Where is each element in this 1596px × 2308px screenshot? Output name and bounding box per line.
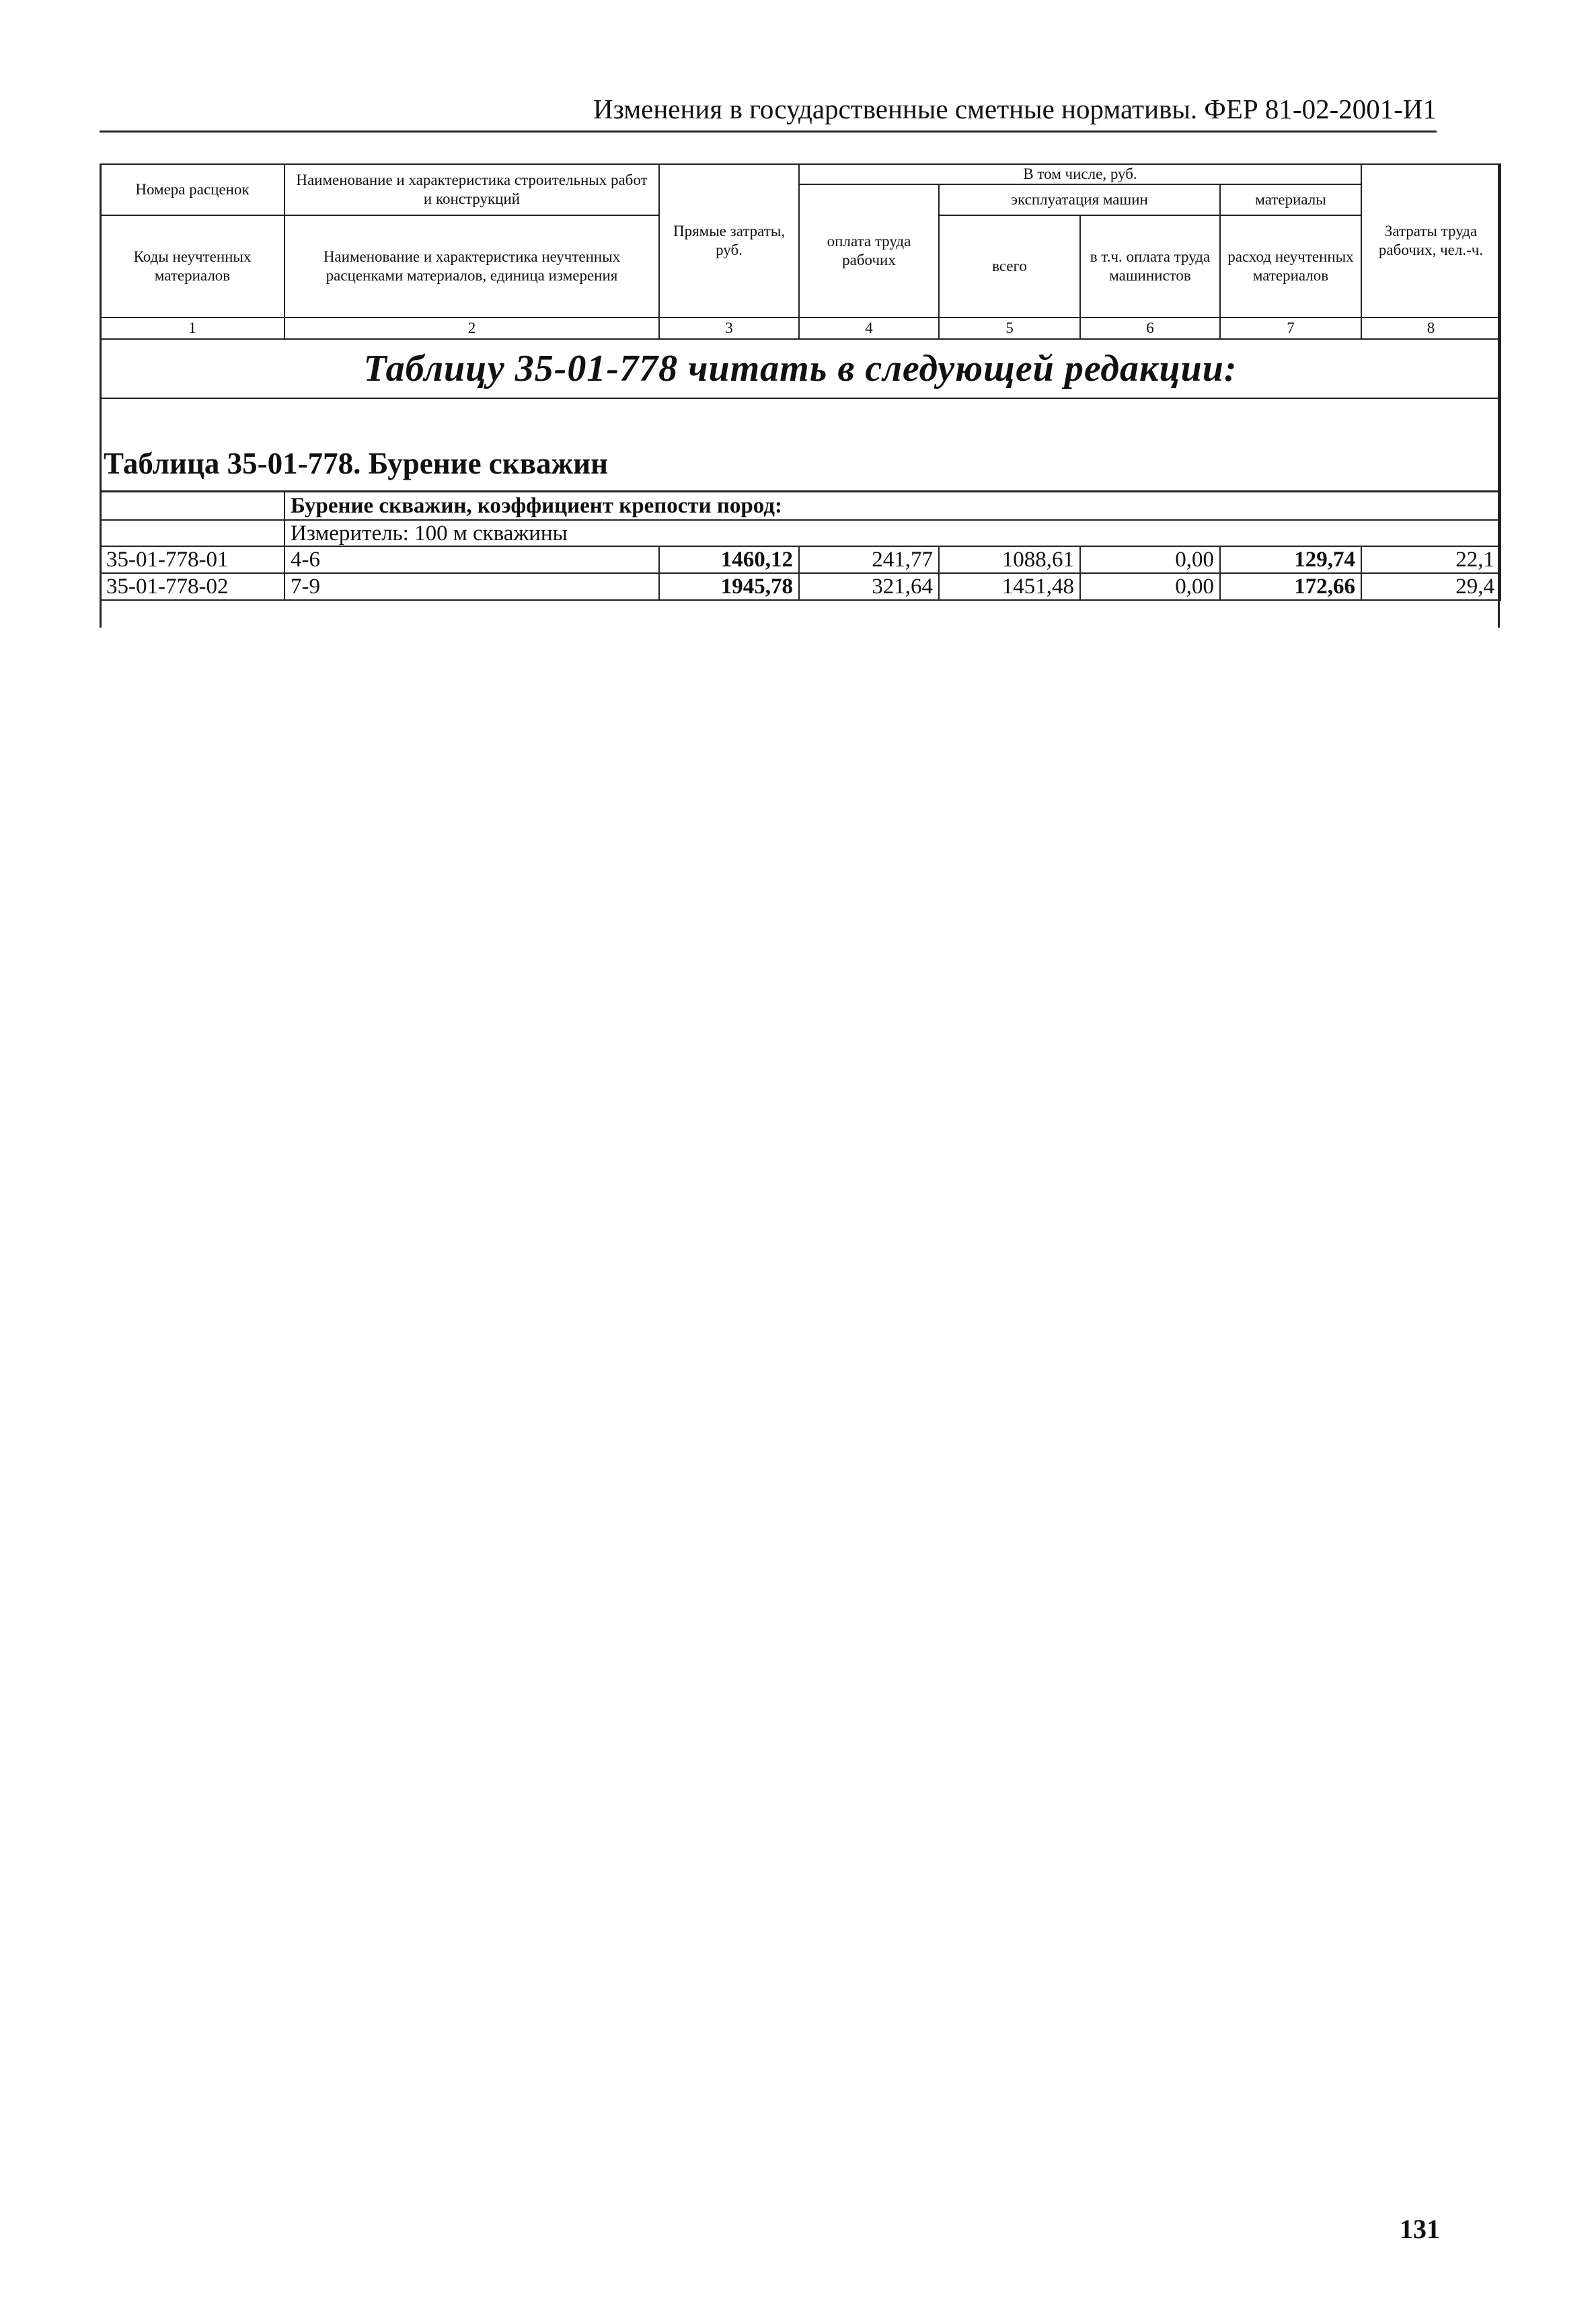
materials-value: 172,66 (1220, 573, 1361, 600)
machines-total-value: 1451,48 (939, 573, 1080, 600)
column-number: 8 (1361, 318, 1500, 339)
direct-costs-value: 1945,78 (659, 573, 799, 600)
column-number: 2 (284, 318, 659, 339)
table-title: Таблица 35-01-778. Бурение скважин (100, 398, 1500, 492)
rate-name: 7-9 (284, 573, 659, 600)
header-direct-costs: Прямые затраты, руб. (659, 164, 799, 318)
column-numbers-row (100, 318, 1500, 339)
header-material-codes: Коды неучтенных материалов (100, 215, 284, 318)
rate-name: 4-6 (284, 546, 659, 573)
header-machinists-pay: в т.ч. оплата труда машинистов (1080, 215, 1220, 318)
header-including: В том числе, руб. (799, 164, 1361, 184)
labor-pay-value: 321,64 (799, 573, 939, 600)
running-header: Изменения в государственные сметные нормативы. ФЕР 81-02-2001-И1 (100, 93, 1437, 133)
header-machines-total: всего (939, 215, 1080, 318)
direct-costs-value: 1460,12 (659, 546, 799, 573)
rate-code: 35-01-778-02 (100, 573, 284, 600)
column-number: 7 (1220, 318, 1361, 339)
column-number: 6 (1080, 318, 1220, 339)
header-materials: материалы (1220, 184, 1361, 215)
redaction-notice: Таблицу 35-01-778 читать в следующей редакции: (100, 339, 1500, 398)
group-title: Бурение скважин, коэффициент крепости пород: (284, 492, 1500, 521)
column-number: 3 (659, 318, 799, 339)
machines-total-value: 1088,61 (939, 546, 1080, 573)
column-number: 1 (100, 318, 284, 339)
table-row (100, 573, 1500, 600)
group-empty-cell (100, 492, 284, 521)
labor-hours-value: 29,4 (1361, 573, 1500, 600)
machinists-pay-value: 0,00 (1080, 573, 1220, 600)
machinists-pay-value: 0,00 (1080, 546, 1220, 573)
materials-value: 129,74 (1220, 546, 1361, 573)
page-number: 131 (1400, 2214, 1440, 2244)
labor-pay-value: 241,77 (799, 546, 939, 573)
column-number: 4 (799, 318, 939, 339)
header-machines: эксплуатация машин (939, 184, 1220, 215)
column-number: 5 (939, 318, 1080, 339)
header-material-names: Наименование и характеристика неучтенных расценками материалов, единица измерения (284, 215, 659, 318)
rate-code: 35-01-778-01 (100, 546, 284, 573)
table-row (100, 546, 1500, 573)
header-material-consumption: расход неучтенных материалов (1220, 215, 1361, 318)
labor-hours-value: 22,1 (1361, 546, 1500, 573)
header-labor-pay: оплата труда рабочих (799, 184, 939, 318)
unit-label: Измеритель: 100 м скважины (284, 520, 1500, 546)
unit-empty-cell (100, 520, 284, 546)
header-labor-hours: Затраты труда рабочих, чел.-ч. (1361, 164, 1500, 318)
rates-table (100, 163, 1501, 601)
header-work-name: Наименование и характеристика строительных работ и конструкций (284, 164, 659, 215)
header-rate-numbers: Номера расценок (100, 164, 284, 215)
